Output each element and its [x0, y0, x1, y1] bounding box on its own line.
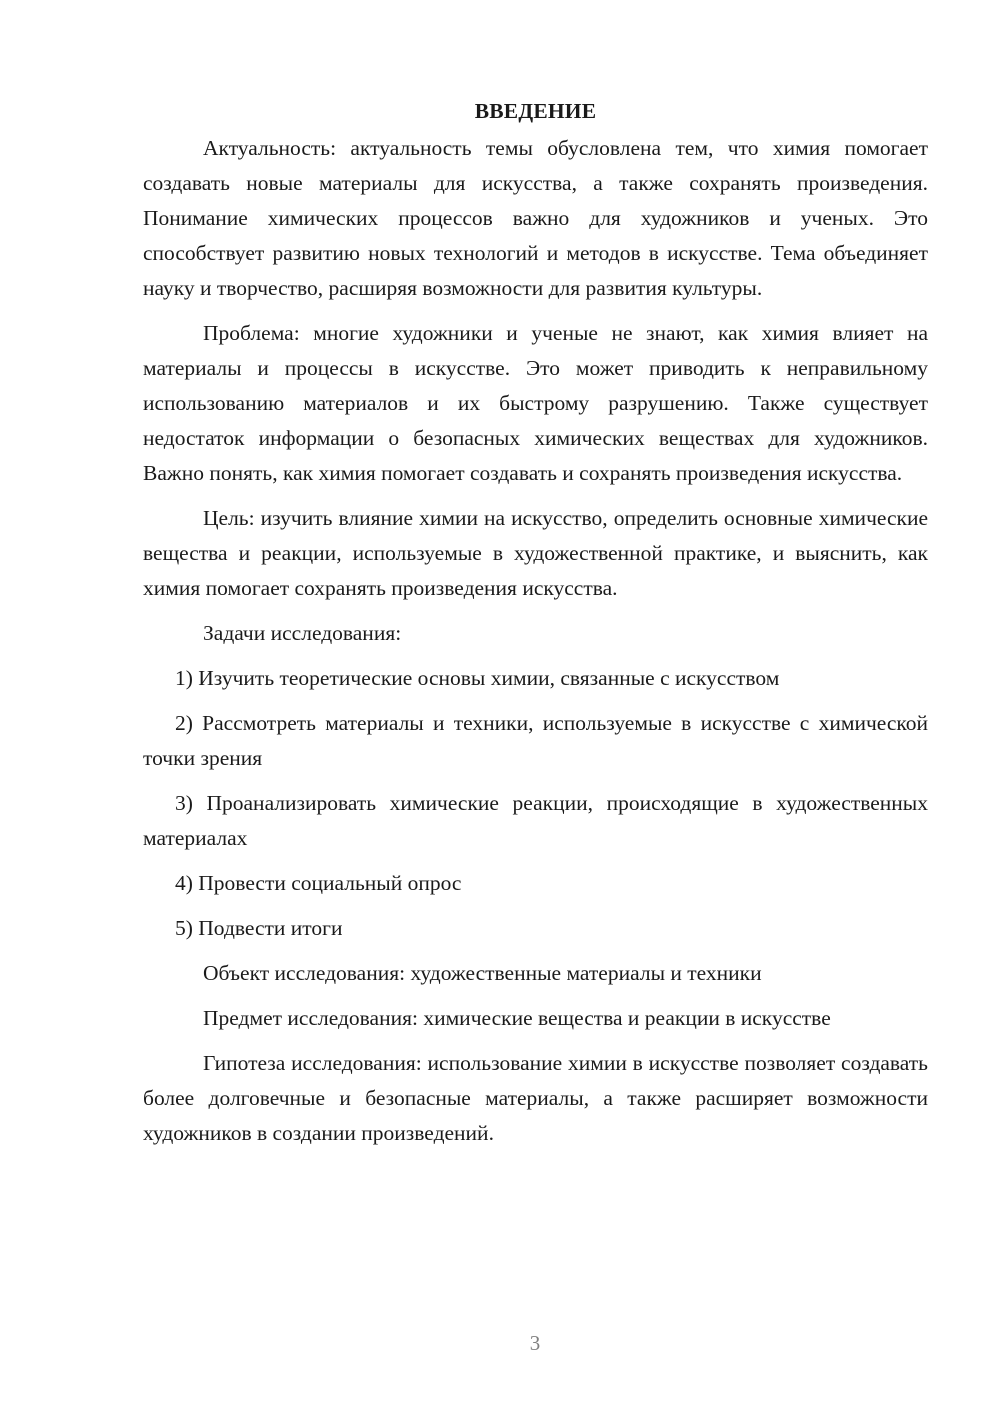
relevance-paragraph: Актуальность: актуальность темы обусловлена тем, что химия помогает создавать новые материалы для искусства, а также сохранять произведения. Понимание химических процессов важно для художников и ученых. Это способствует развитию новых технологий и методов в искусстве. Тема объединяет науку и творчество, расширяя возможности для развития культуры.	[143, 136, 928, 300]
document-body	[143, 94, 928, 1161]
goal-paragraph: Цель: изучить влияние химии на искусство, определить основные химические вещества и реакции, используемые в художественной практике, и выяснить, как химия помогает сохранять произведения искусства.	[143, 506, 928, 600]
research-object: Объект исследования: художественные материалы и техники	[203, 961, 762, 985]
tasks-heading: Задачи исследования:	[203, 621, 402, 645]
page-number: 3	[529, 1331, 541, 1355]
task-item-5: 5) Подвести итоги	[175, 916, 343, 940]
problem-paragraph: Проблема: многие художники и ученые не знают, как химия влияет на материалы и процессы в искусстве. Это может приводить к неправильному использованию материалов и их быстрому разрушению. Также существует недостаток информации о безопасных химических веществах для художников. Важно понять, как химия помогает создавать и сохранять произведения искусства.	[143, 321, 928, 485]
page-title: ВВЕДЕНИЕ	[474, 99, 597, 123]
task-item-3: 3) Проанализировать химические реакции, происходящие в художественных материалах	[143, 791, 928, 850]
research-subject: Предмет исследования: химические вещества и реакции в искусстве	[203, 1006, 831, 1030]
task-item-1: 1) Изучить теоретические основы химии, связанные с искусством	[175, 666, 780, 690]
task-item-4: 4) Провести социальный опрос	[175, 871, 462, 895]
research-hypothesis: Гипотеза исследования: использование химии в искусстве позволяет создавать более долговечные и безопасные материалы, а также расширяет возможности художников в создании произведений.	[143, 1051, 928, 1145]
task-item-2: 2) Рассмотреть материалы и техники, используемые в искусстве с химической точки зрения	[143, 711, 928, 770]
